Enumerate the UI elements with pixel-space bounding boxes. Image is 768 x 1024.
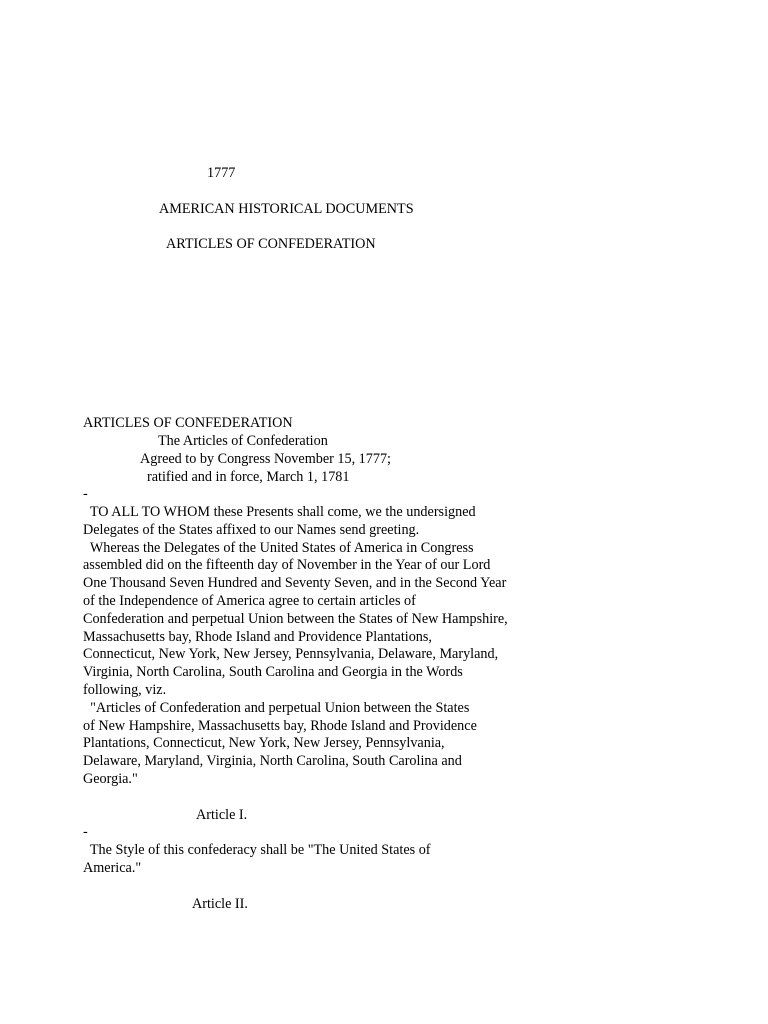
whereas-line: Connecticut, New York, New Jersey, Pennsylvania, Delaware, Maryland,	[83, 646, 499, 662]
agreed-line: Agreed to by Congress November 15, 1777;	[140, 451, 391, 467]
greeting-line: Delegates of the States affixed to our Names send greeting.	[83, 522, 420, 538]
article-text-line: The Style of this confederacy shall be "The United States of	[83, 842, 431, 858]
separator-line: -	[83, 486, 88, 502]
quote-line: Delaware, Maryland, Virginia, North Carolina, South Carolina and	[83, 753, 462, 769]
ratified-line: ratified and in force, March 1, 1781	[147, 469, 350, 485]
whereas-line: assembled did on the fifteenth day of November in the Year of our Lord	[83, 557, 491, 573]
article-text-line: America."	[83, 860, 142, 876]
whereas-line: One Thousand Seven Hundred and Seventy Seven, and in the Second Year	[83, 575, 507, 591]
whereas-line: Virginia, North Carolina, South Carolina and Georgia in the Words	[83, 664, 463, 680]
quote-line: of New Hampshire, Massachusetts bay, Rhode Island and Providence	[83, 718, 477, 734]
document-subheading: The Articles of Confederation	[158, 433, 328, 449]
document-heading: ARTICLES OF CONFEDERATION	[83, 415, 293, 431]
whereas-line: of the Independence of America agree to certain articles of	[83, 593, 416, 609]
cover-document-title: ARTICLES OF CONFEDERATION	[166, 236, 376, 252]
article-heading: Article I.	[196, 807, 248, 823]
whereas-line: following, viz.	[83, 682, 167, 698]
whereas-line: Massachusetts bay, Rhode Island and Providence Plantations,	[83, 629, 432, 645]
whereas-line: Confederation and perpetual Union between the States of New Hampshire,	[83, 611, 508, 627]
quote-line: Georgia."	[83, 771, 138, 787]
quote-line: Plantations, Connecticut, New York, New Jersey, Pennsylvania,	[83, 735, 445, 751]
article-heading: Article II.	[192, 896, 248, 912]
separator-line: -	[83, 824, 88, 840]
whereas-line: Whereas the Delegates of the United States of America in Congress	[83, 540, 474, 556]
greeting-line: TO ALL TO WHOM these Presents shall come, we the undersigned	[83, 504, 476, 520]
cover-year: 1777	[207, 165, 236, 181]
quote-line: "Articles of Confederation and perpetual Union between the States	[83, 700, 470, 716]
cover-series-title: AMERICAN HISTORICAL DOCUMENTS	[159, 201, 414, 217]
